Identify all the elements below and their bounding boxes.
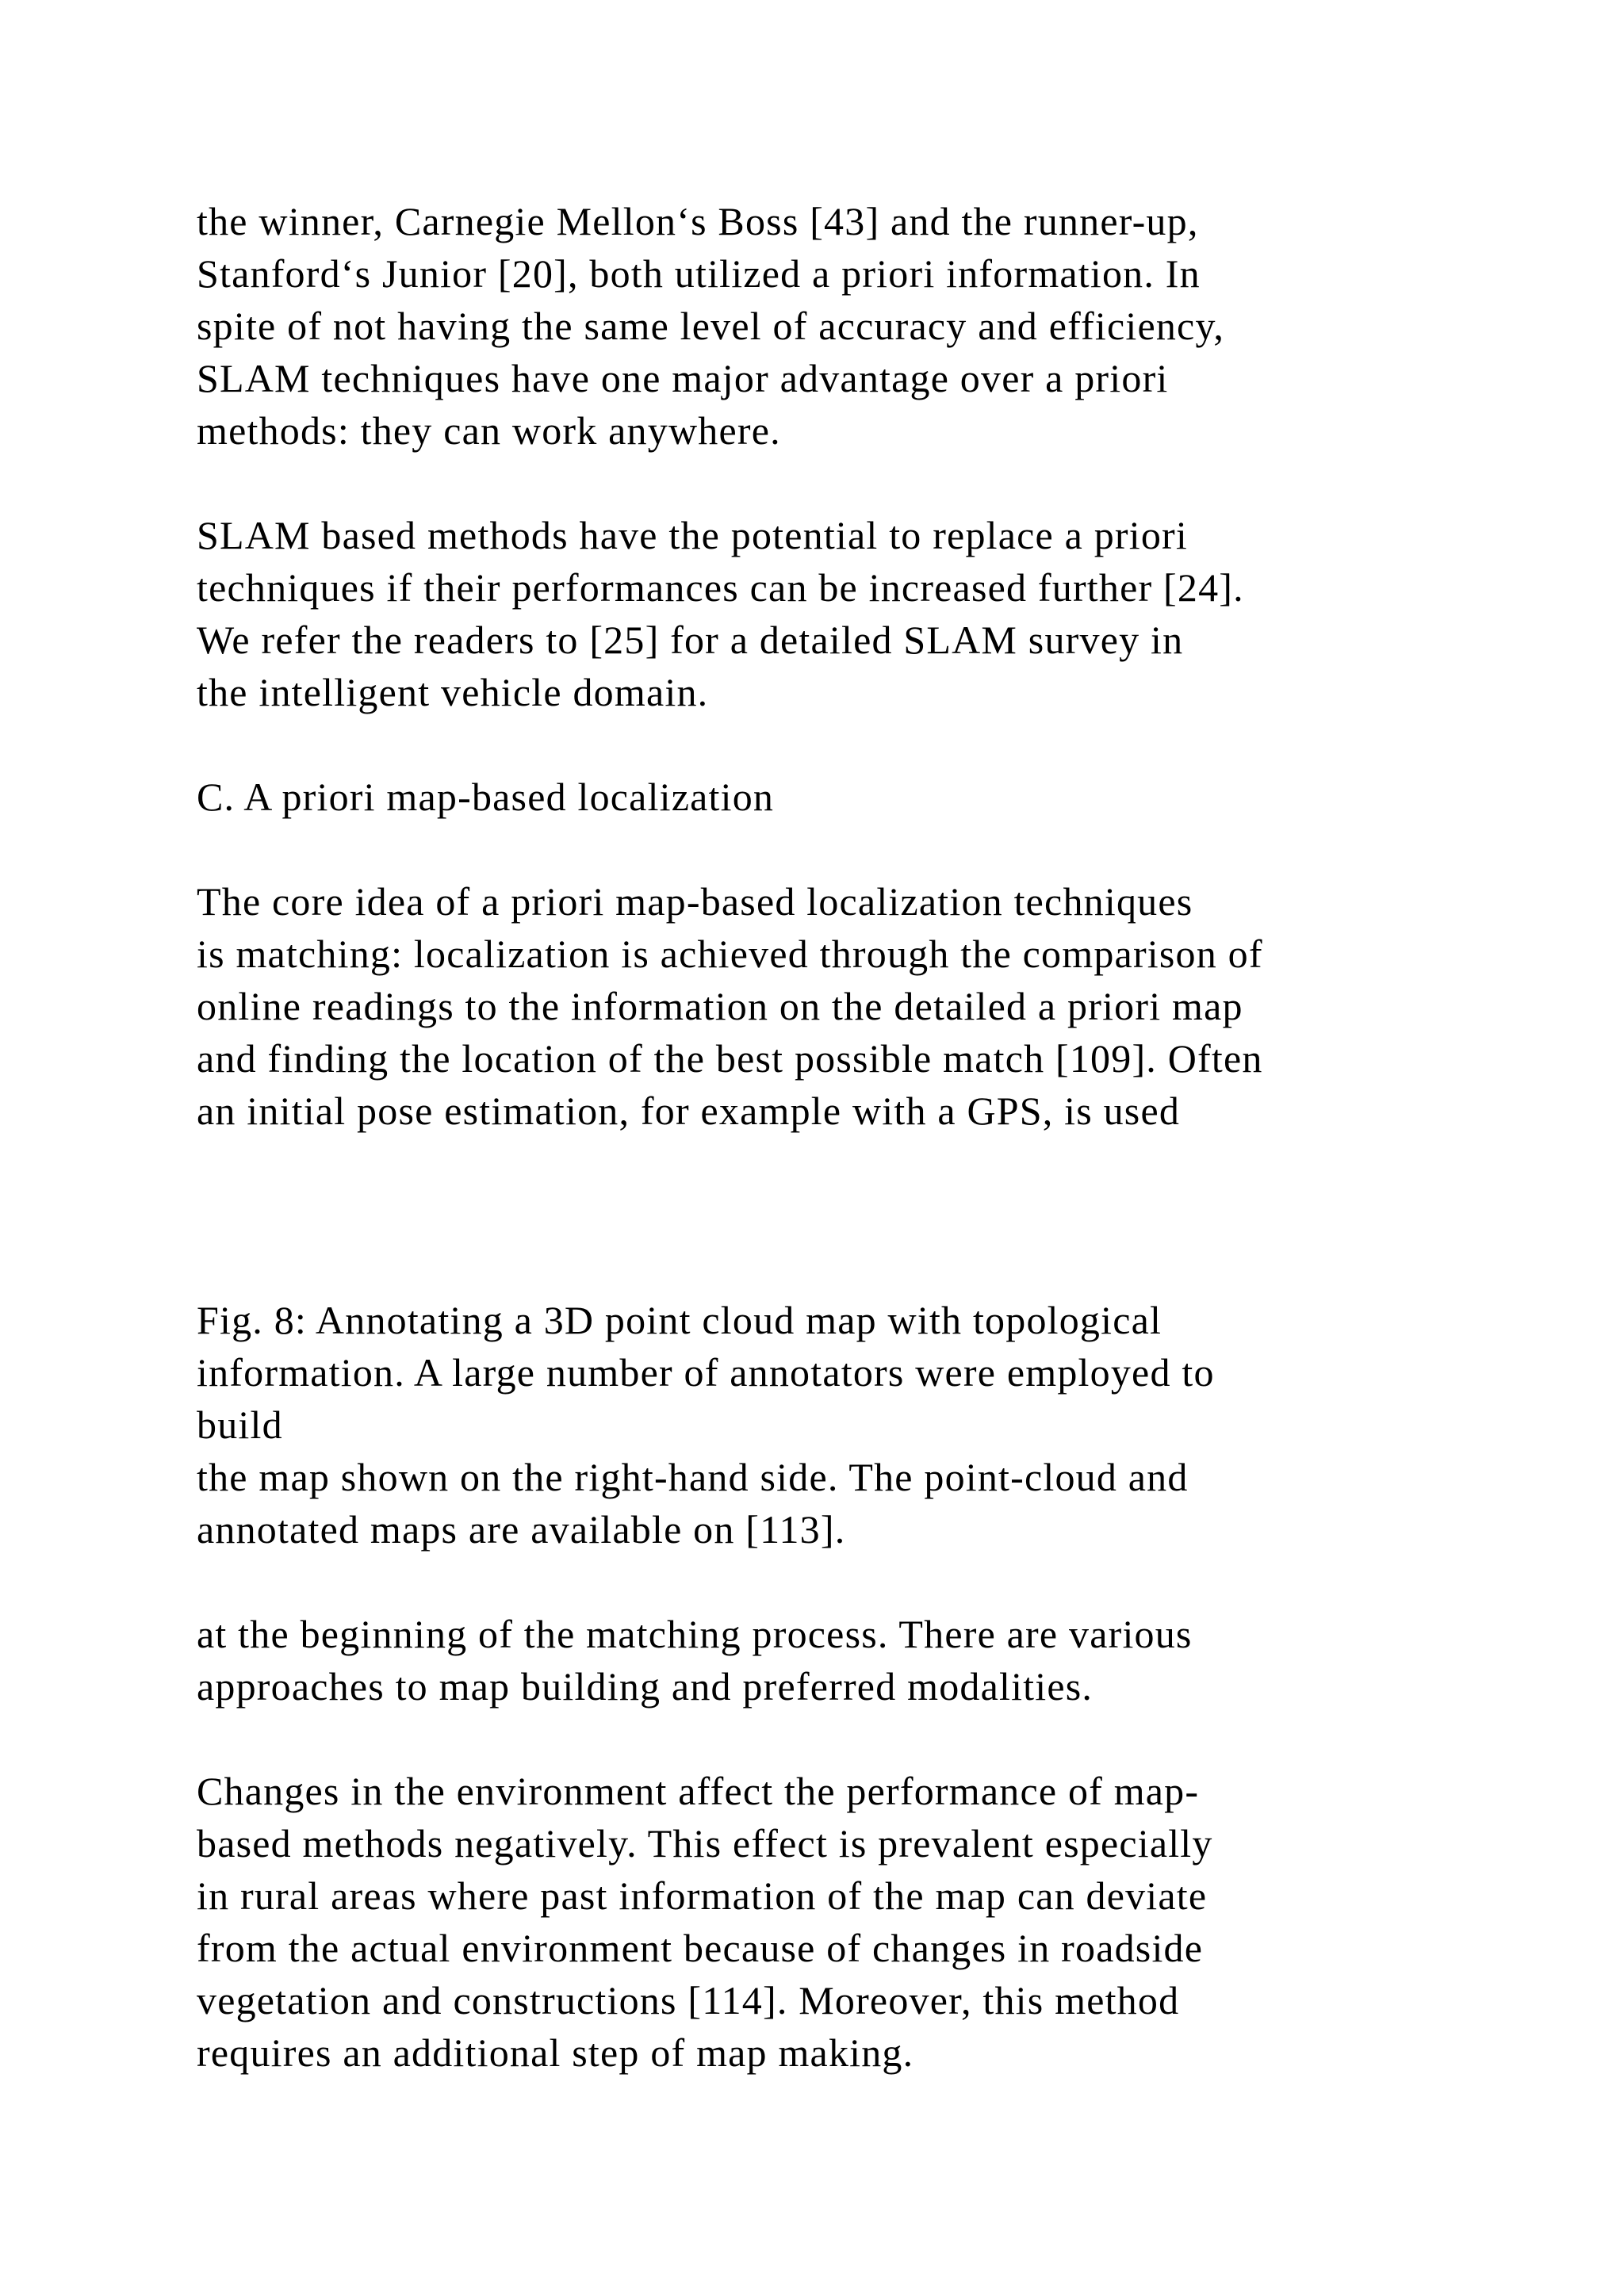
caption-line: the map shown on the right-hand side. The point-cloud and	[197, 1455, 1189, 1499]
paragraph-spacer	[197, 457, 1592, 509]
text-line: online readings to the information on the detailed a priori map	[197, 984, 1243, 1028]
paragraph-5	[197, 1765, 1592, 2079]
figure-caption	[197, 1294, 1592, 1556]
text-line: approaches to map building and preferred modalities.	[197, 1664, 1094, 1709]
text-line: and finding the location of the best possible match [109]. Often	[197, 1036, 1263, 1081]
text-line: techniques if their performances can be increased further [24].	[197, 565, 1244, 610]
text-line: Stanford‘s Junior [20], both utilized a priori information. In	[197, 251, 1201, 296]
text-line: We refer the readers to [25] for a detailed SLAM survey in	[197, 618, 1184, 662]
paragraph-3	[197, 875, 1592, 1137]
paragraph-spacer	[197, 1712, 1592, 1765]
text-line: SLAM based methods have the potential to replace a priori	[197, 513, 1188, 557]
text-line: in rural areas where past information of the map can deviate	[197, 1873, 1208, 1918]
text-line: is matching: localization is achieved through the comparison of	[197, 932, 1263, 976]
caption-line: information. A large number of annotators were employed to	[197, 1350, 1215, 1395]
text-line: vegetation and constructions [114]. Moreover, this method	[197, 1978, 1180, 2022]
text-line: the winner, Carnegie Mellon‘s Boss [43] and the runner-up,	[197, 199, 1199, 243]
figure-spacer	[197, 1137, 1592, 1294]
text-line: spite of not having the same level of accuracy and efficiency,	[197, 304, 1225, 348]
paragraph-spacer	[197, 718, 1592, 771]
caption-line: Fig. 8: Annotating a 3D point cloud map with topological	[197, 1298, 1162, 1342]
text-line: based methods negatively. This effect is prevalent especially	[197, 1821, 1213, 1866]
text-line: the intelligent vehicle domain.	[197, 670, 709, 714]
paragraph-4	[197, 1608, 1592, 1712]
paragraph-spacer	[197, 823, 1592, 875]
text-line: requires an additional step of map making.	[197, 2030, 914, 2075]
document-page	[197, 195, 1592, 2079]
paragraph-1	[197, 195, 1592, 457]
text-line: at the beginning of the matching process. There are various	[197, 1612, 1193, 1656]
caption-line: build	[197, 1402, 283, 1447]
text-line: The core idea of a priori map-based localization techniques	[197, 879, 1193, 924]
section-heading-text: C. A priori map-based localization	[197, 775, 775, 819]
paragraph-2	[197, 509, 1592, 718]
text-line: Changes in the environment affect the performance of map-	[197, 1769, 1200, 1813]
paragraph-spacer	[197, 1556, 1592, 1608]
caption-line: annotated maps are available on [113].	[197, 1507, 846, 1552]
section-heading	[197, 771, 1592, 823]
text-line: SLAM techniques have one major advantage over a priori	[197, 356, 1169, 400]
text-line: from the actual environment because of changes in roadside	[197, 1926, 1204, 1970]
text-line: an initial pose estimation, for example with a GPS, is used	[197, 1089, 1181, 1133]
text-line: methods: they can work anywhere.	[197, 408, 781, 453]
